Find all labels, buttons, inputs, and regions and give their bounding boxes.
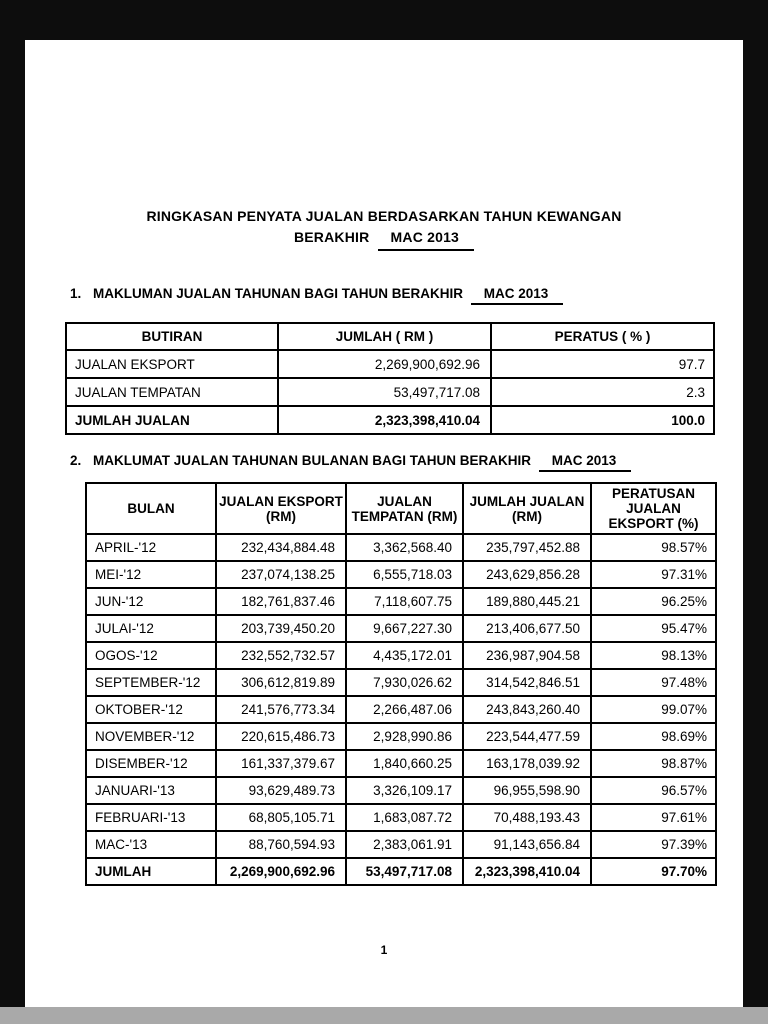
table-row — [86, 615, 716, 642]
cell-peratusan: 97.61% — [591, 804, 716, 831]
cell-bulan: JULAI-'12 — [86, 615, 216, 642]
cell-bulan: MEI-'12 — [86, 561, 216, 588]
cell-peratusan: 97.48% — [591, 669, 716, 696]
section2-number: 2. — [70, 453, 82, 468]
cell-bulan: NOVEMBER-'12 — [86, 723, 216, 750]
section2-heading — [70, 452, 743, 472]
cell-jumlah: 96,955,598.90 — [463, 777, 591, 804]
section1-heading-text — [93, 285, 563, 305]
cell-eksport: 68,805,105.71 — [216, 804, 346, 831]
document-title-line1: RINGKASAN PENYATA JUALAN BERDASARKAN TAHUN KEWANGAN — [146, 208, 622, 224]
cell-tempatan: 4,435,172.01 — [346, 642, 463, 669]
cell-total-jumlah: 2,323,398,410.04 — [463, 858, 591, 885]
annual-summary-table-foot — [66, 406, 714, 434]
cell-peratusan: 97.39% — [591, 831, 716, 858]
cell-total-tempatan: 53,497,717.08 — [346, 858, 463, 885]
cell-eksport: 161,337,379.67 — [216, 750, 346, 777]
cell-butiran: JUALAN TEMPATAN — [66, 378, 278, 406]
cell-jumlah: 314,542,846.51 — [463, 669, 591, 696]
cell-eksport: 182,761,837.46 — [216, 588, 346, 615]
cell-jumlah: 163,178,039.92 — [463, 750, 591, 777]
cell-bulan: DISEMBER-'12 — [86, 750, 216, 777]
header-butiran: BUTIRAN — [66, 323, 278, 350]
document-title-line2-value: MAC 2013 — [378, 227, 475, 251]
monthly-sales-table-foot — [86, 858, 716, 885]
cell-peratusan: 98.13% — [591, 642, 716, 669]
header-peratus: PERATUS ( % ) — [491, 323, 714, 350]
monthly-sales-table-head — [86, 483, 716, 534]
header-peratusan-jualan: PERATUSAN JUALAN EKSPORT (%) — [591, 483, 716, 534]
header-row — [86, 483, 716, 534]
cell-eksport: 237,074,138.25 — [216, 561, 346, 588]
table-row — [86, 696, 716, 723]
cell-jumlah: 2,269,900,692.96 — [278, 350, 491, 378]
cell-eksport: 232,552,732.57 — [216, 642, 346, 669]
table-row — [86, 534, 716, 561]
section2-heading-label: MAKLUMAT JUALAN TAHUNAN BULANAN BAGI TAHUN BERAKHIR — [93, 453, 531, 468]
section1-heading — [70, 285, 743, 305]
cell-peratusan: 96.25% — [591, 588, 716, 615]
cell-peratusan: 98.69% — [591, 723, 716, 750]
cell-tempatan: 3,326,109.17 — [346, 777, 463, 804]
table-row — [86, 723, 716, 750]
header-jumlah-rm: JUMLAH ( RM ) — [278, 323, 491, 350]
cell-jumlah: 53,497,717.08 — [278, 378, 491, 406]
cell-jumlah: 213,406,677.50 — [463, 615, 591, 642]
table-row — [86, 750, 716, 777]
page-number: 1 — [380, 943, 388, 957]
header-jualan-eksport: JUALAN EKSPORT (RM) — [216, 483, 346, 534]
monthly-sales-table-body — [86, 534, 716, 858]
cell-jumlah: 223,544,477.59 — [463, 723, 591, 750]
annual-summary-table-body — [66, 350, 714, 406]
cell-tempatan: 6,555,718.03 — [346, 561, 463, 588]
header-jumlah-jualan: JUMLAH JUALAN (RM) — [463, 483, 591, 534]
header-bulan: BULAN — [86, 483, 216, 534]
total-row — [66, 406, 714, 434]
cell-eksport: 203,739,450.20 — [216, 615, 346, 642]
cell-peratusan: 98.57% — [591, 534, 716, 561]
table-row — [86, 669, 716, 696]
cell-total-peratusan: 97.70% — [591, 858, 716, 885]
cell-jumlah: 236,987,904.58 — [463, 642, 591, 669]
header-row — [66, 323, 714, 350]
cell-tempatan: 3,362,568.40 — [346, 534, 463, 561]
cell-eksport: 88,760,594.93 — [216, 831, 346, 858]
cell-total-butiran: JUMLAH JUALAN — [66, 406, 278, 434]
cell-tempatan: 9,667,227.30 — [346, 615, 463, 642]
cell-jumlah: 91,143,656.84 — [463, 831, 591, 858]
cell-jumlah: 235,797,452.88 — [463, 534, 591, 561]
document-title-line2-label: BERAKHIR — [293, 229, 370, 245]
section1-heading-label: MAKLUMAN JUALAN TAHUNAN BAGI TAHUN BERAKHIR — [93, 286, 463, 301]
cell-bulan: OGOS-'12 — [86, 642, 216, 669]
table-row — [86, 561, 716, 588]
header-jualan-tempatan: JUALAN TEMPATAN (RM) — [346, 483, 463, 534]
section2-heading-text — [93, 452, 631, 472]
cell-tempatan: 2,266,487.06 — [346, 696, 463, 723]
table-row — [66, 378, 714, 406]
cell-bulan: APRIL-'12 — [86, 534, 216, 561]
cell-eksport: 220,615,486.73 — [216, 723, 346, 750]
cell-peratus: 97.7 — [491, 350, 714, 378]
table-row — [86, 777, 716, 804]
cell-bulan: OKTOBER-'12 — [86, 696, 216, 723]
cell-eksport: 241,576,773.34 — [216, 696, 346, 723]
cell-tempatan: 1,840,660.25 — [346, 750, 463, 777]
section1-heading-value: MAC 2013 — [471, 285, 564, 305]
cell-total-jumlah: 2,323,398,410.04 — [278, 406, 491, 434]
cell-total-eksport: 2,269,900,692.96 — [216, 858, 346, 885]
cell-tempatan: 2,928,990.86 — [346, 723, 463, 750]
document-page — [25, 40, 743, 1007]
cell-peratusan: 95.47% — [591, 615, 716, 642]
cell-bulan: MAC-'13 — [86, 831, 216, 858]
cell-tempatan: 7,118,607.75 — [346, 588, 463, 615]
cell-peratusan: 98.87% — [591, 750, 716, 777]
annual-summary-table — [65, 322, 715, 435]
cell-jumlah: 243,843,260.40 — [463, 696, 591, 723]
section1-number: 1. — [70, 286, 82, 301]
cell-total-bulan: JUMLAH — [86, 858, 216, 885]
cell-eksport: 306,612,819.89 — [216, 669, 346, 696]
cell-bulan: JANUARI-'13 — [86, 777, 216, 804]
table-row — [86, 642, 716, 669]
cell-bulan: JUN-'12 — [86, 588, 216, 615]
viewer-bottom-strip — [0, 1007, 768, 1024]
monthly-sales-table — [85, 482, 717, 886]
cell-tempatan: 7,930,026.62 — [346, 669, 463, 696]
cell-butiran: JUALAN EKSPORT — [66, 350, 278, 378]
cell-bulan: FEBRUARI-'13 — [86, 804, 216, 831]
section2-heading-value: MAC 2013 — [539, 452, 632, 472]
table-row — [66, 350, 714, 378]
document-title-line2 — [25, 227, 743, 251]
total-row — [86, 858, 716, 885]
cell-eksport: 93,629,489.73 — [216, 777, 346, 804]
table-row — [86, 804, 716, 831]
table-row — [86, 831, 716, 858]
cell-jumlah: 243,629,856.28 — [463, 561, 591, 588]
document-title — [25, 40, 743, 251]
cell-total-peratus: 100.0 — [491, 406, 714, 434]
cell-jumlah: 189,880,445.21 — [463, 588, 591, 615]
cell-eksport: 232,434,884.48 — [216, 534, 346, 561]
table-row — [86, 588, 716, 615]
cell-tempatan: 2,383,061.91 — [346, 831, 463, 858]
cell-jumlah: 70,488,193.43 — [463, 804, 591, 831]
cell-peratus: 2.3 — [491, 378, 714, 406]
cell-peratusan: 96.57% — [591, 777, 716, 804]
cell-peratusan: 99.07% — [591, 696, 716, 723]
cell-tempatan: 1,683,087.72 — [346, 804, 463, 831]
cell-bulan: SEPTEMBER-'12 — [86, 669, 216, 696]
annual-summary-table-head — [66, 323, 714, 350]
cell-peratusan: 97.31% — [591, 561, 716, 588]
